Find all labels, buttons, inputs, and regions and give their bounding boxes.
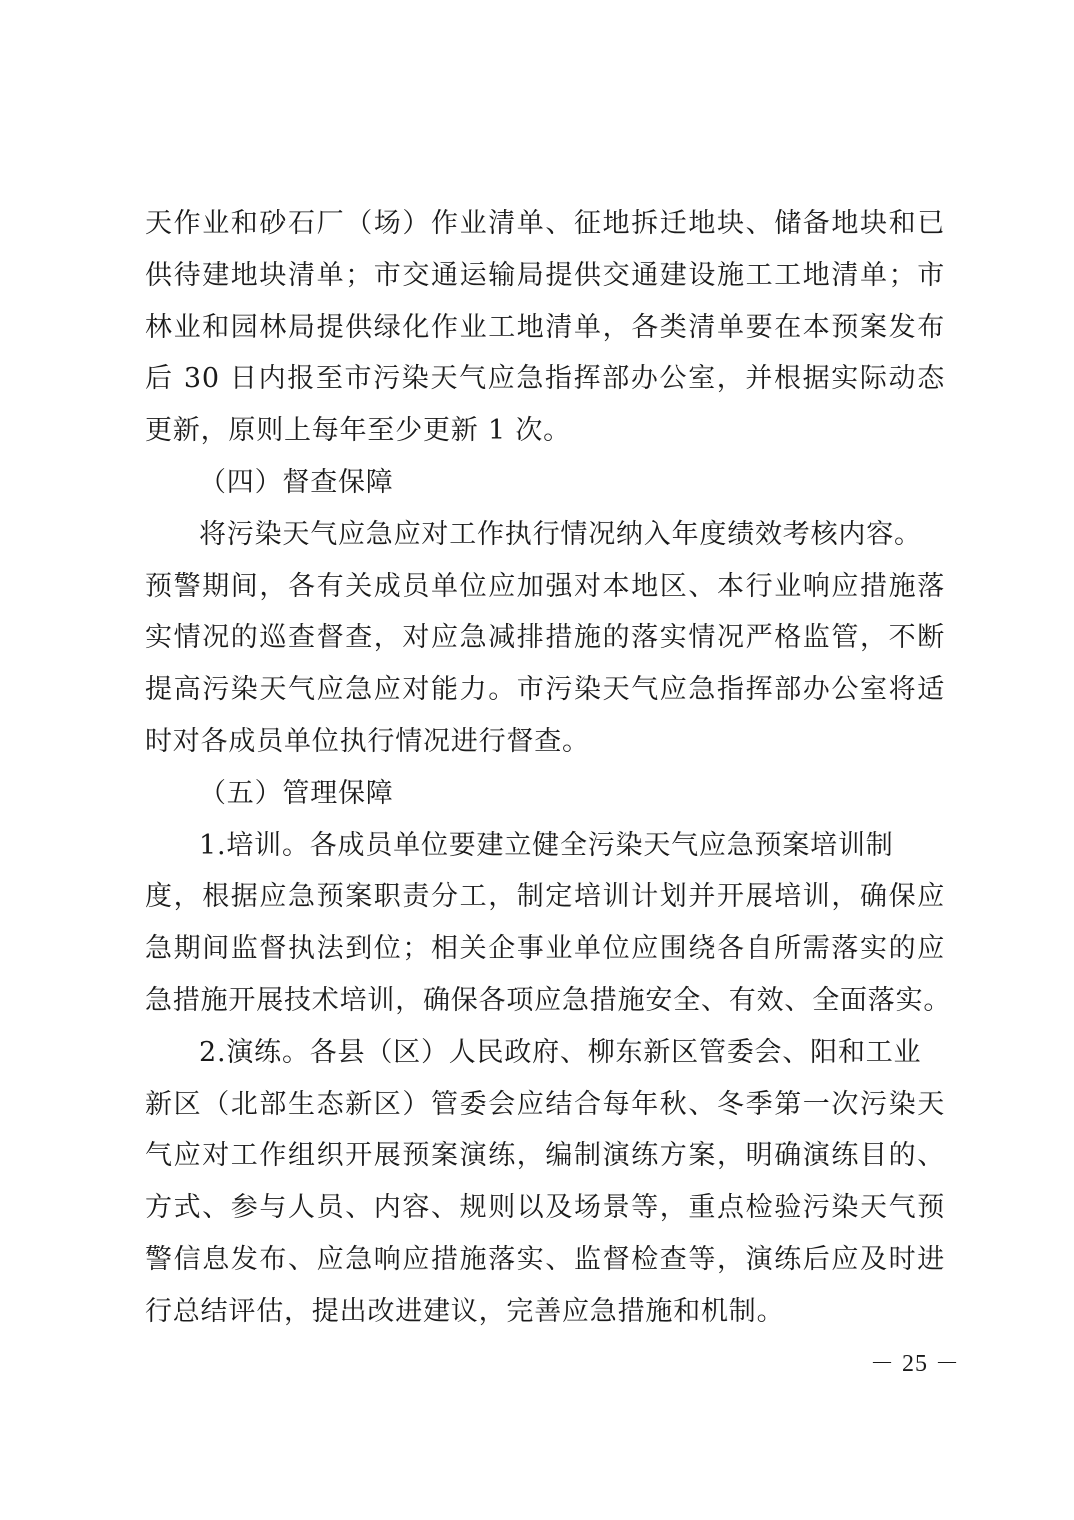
paragraph-line: 气应对工作组织开展预案演练，编制演练方案，明确演练目的、 bbox=[145, 1140, 945, 1172]
paragraph-line: 供待建地块清单；市交通运输局提供交通建设施工工地清单；市 bbox=[145, 259, 945, 291]
paragraph-line: 方式、参与人员、内容、规则以及场景等，重点检验污染天气预 bbox=[145, 1192, 945, 1224]
paragraph-line: 时对各成员单位执行情况进行督查。 bbox=[145, 725, 590, 757]
paragraph-line: 提高污染天气应急应对能力。市污染天气应急指挥部办公室将适 bbox=[145, 674, 945, 706]
paragraph-line: 急措施开展技术培训，确保各项应急措施安全、有效、全面落实。 bbox=[145, 984, 952, 1016]
document-body bbox=[145, 198, 952, 1338]
paragraph-line: 2.演练。各县（区）人民政府、柳东新区管委会、阳和工业 bbox=[199, 1036, 922, 1068]
paragraph-line: 实情况的巡查督查，对应急减排措施的落实情况严格监管，不断 bbox=[145, 622, 945, 654]
paragraph-line: 将污染天气应急应对工作执行情况纳入年度绩效考核内容。 bbox=[199, 518, 922, 550]
paragraph-line: 预警期间，各有关成员单位应加强对本地区、本行业响应措施落 bbox=[145, 570, 945, 602]
section-heading-supervision: （四）督查保障 bbox=[199, 466, 394, 498]
paragraph-line: 新区（北部生态新区）管委会应结合每年秋、冬季第一次污染天 bbox=[145, 1088, 945, 1120]
paragraph-line: 更新，原则上每年至少更新 1 次。 bbox=[145, 415, 571, 447]
paragraph-line: 警信息发布、应急响应措施落实、监督检查等，演练后应及时进 bbox=[145, 1243, 945, 1275]
paragraph-line: 行总结评估，提出改进建议，完善应急措施和机制。 bbox=[145, 1295, 785, 1327]
paragraph-line: 1.培训。各成员单位要建立健全污染天气应急预案培训制 bbox=[199, 829, 894, 861]
section-heading-management: （五）管理保障 bbox=[199, 777, 394, 809]
paragraph-line: 度，根据应急预案职责分工，制定培训计划并开展培训，确保应 bbox=[145, 881, 945, 913]
page-number: － 25 － bbox=[870, 1351, 960, 1377]
paragraph-line: 林业和园林局提供绿化作业工地清单，各类清单要在本预案发布 bbox=[145, 311, 945, 343]
paragraph-line: 急期间监督执法到位；相关企事业单位应围绕各自所需落实的应 bbox=[145, 933, 945, 965]
paragraph-line: 天作业和砂石厂（场）作业清单、征地拆迁地块、储备地块和已 bbox=[145, 208, 945, 239]
paragraph-line: 后 30 日内报至市污染天气应急指挥部办公室，并根据实际动态 bbox=[145, 363, 945, 395]
